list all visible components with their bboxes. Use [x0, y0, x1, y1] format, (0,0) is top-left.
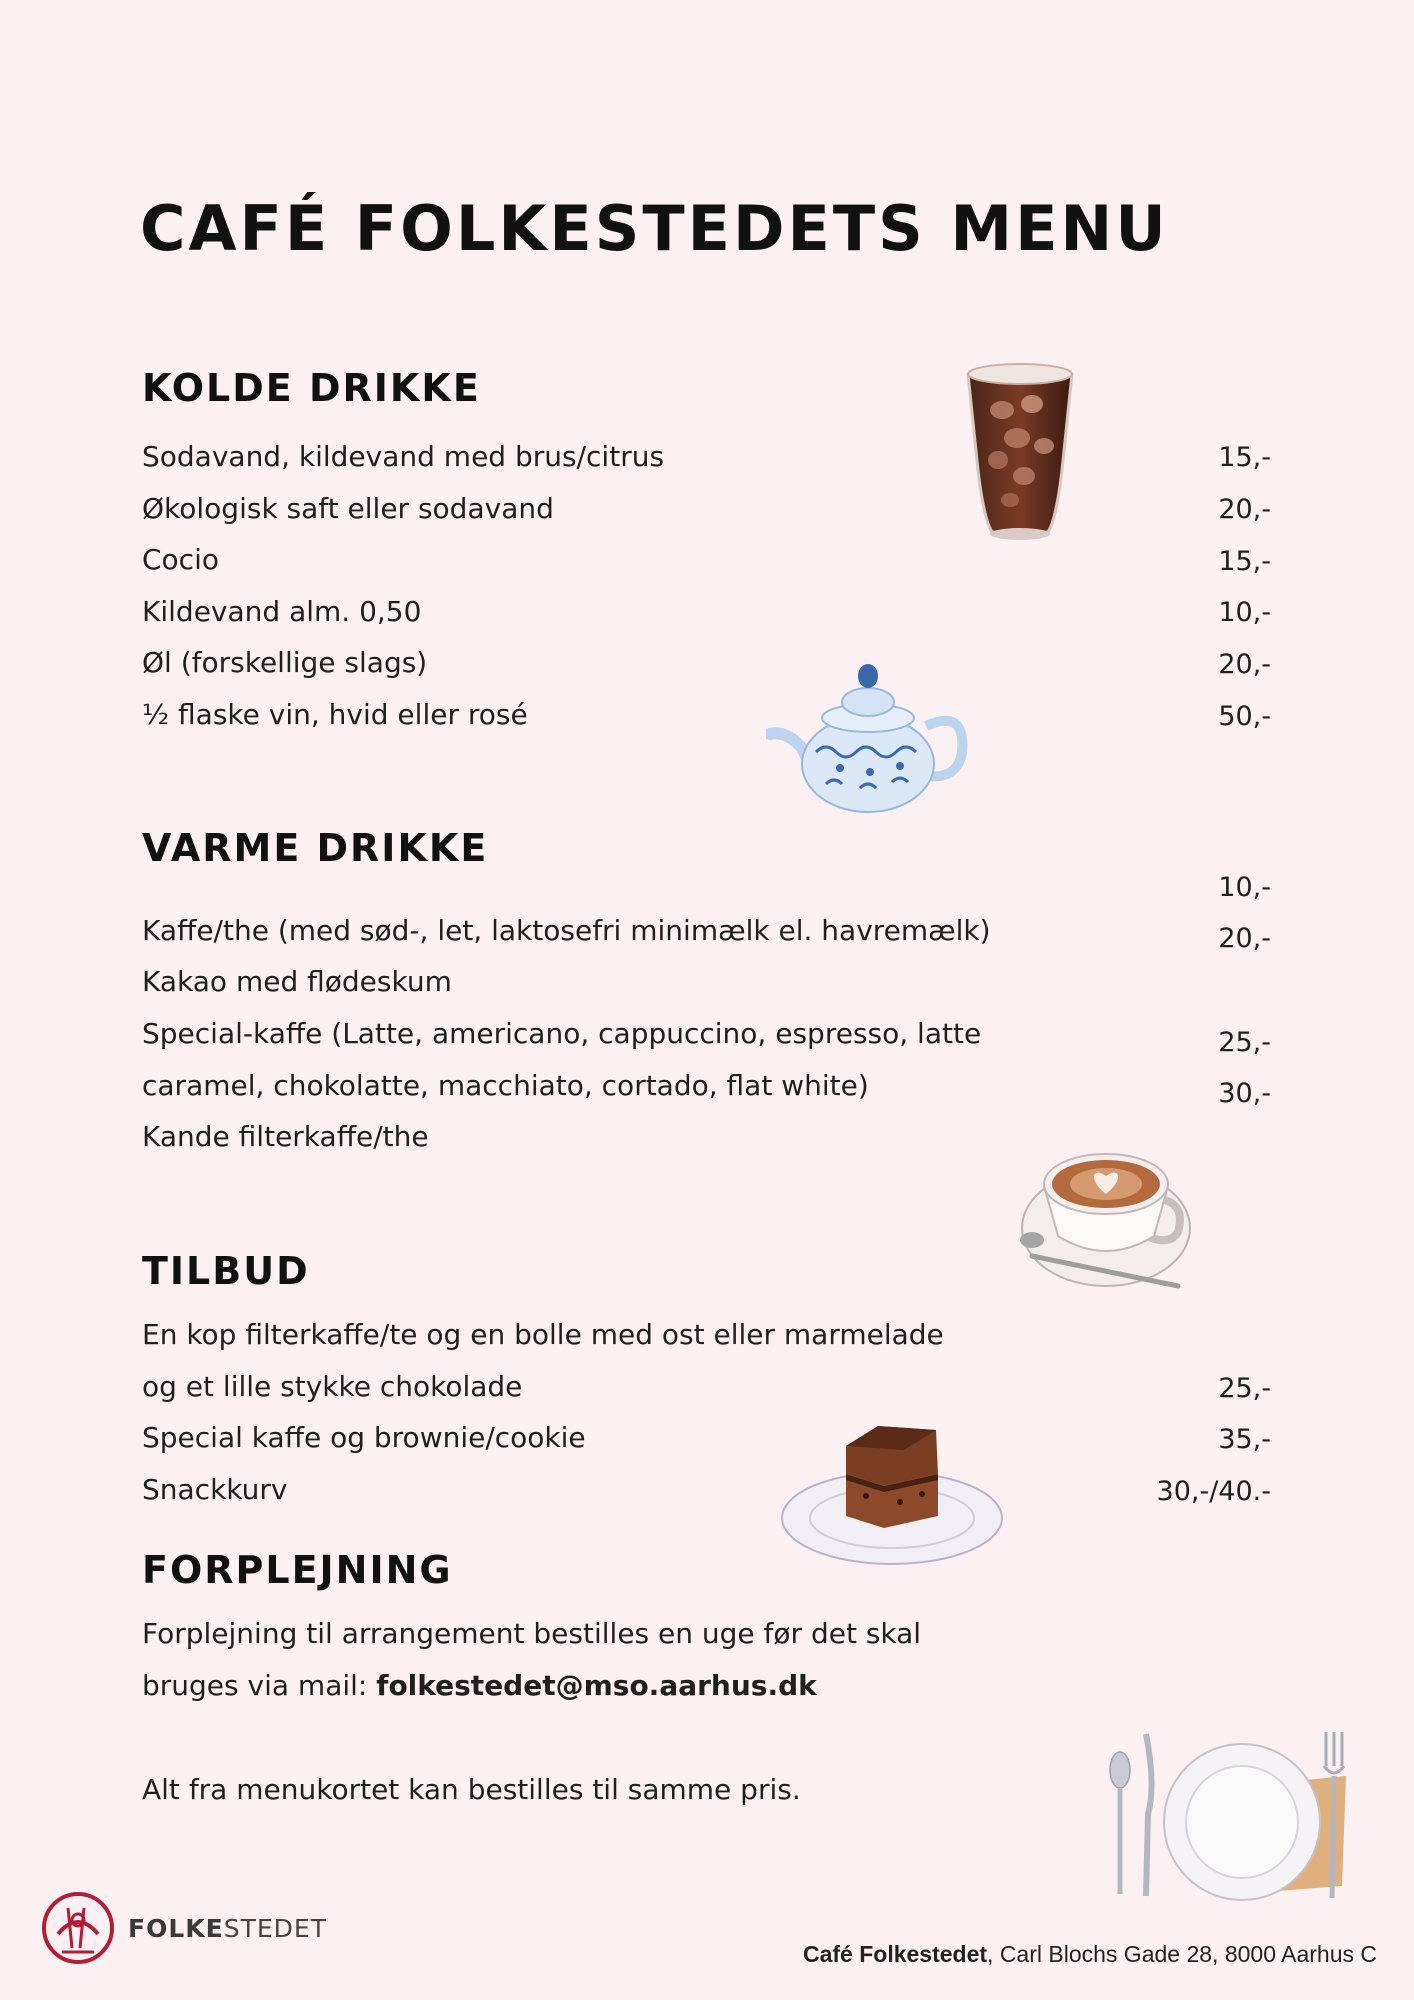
menu-item-name: Kaffe/the (med sød-, let, laktosefri minimælk el. havremælk) — [142, 914, 991, 947]
menu-item-name: Kakao med flødeskum — [142, 965, 452, 998]
logo-wordmark — [128, 1914, 327, 1943]
menu-item-price: 20,- — [1218, 649, 1271, 680]
cafe-name: Café Folkestedet — [802, 1941, 988, 1967]
menu-item-name: En kop filterkaffe/te og en bolle med ost eller marmelade — [142, 1318, 944, 1351]
menu-item-name: caramel, chokolatte, macchiato, cortado, flat white) — [142, 1069, 869, 1102]
menu-item-name: Sodavand, kildevand med brus/citrus — [142, 440, 665, 473]
menu-item-price: 25,- — [1218, 1373, 1271, 1404]
menu-item-price: 50,- — [1218, 701, 1271, 732]
section-heading-kolde: KOLDE DRIKKE — [142, 366, 481, 410]
footer-address — [803, 1941, 1377, 1968]
menu-item-name: Snackkurv — [142, 1473, 288, 1506]
brownie-icon — [780, 1416, 1006, 1568]
page-title: CAFÉ FOLKESTEDETS MENU — [140, 192, 1169, 265]
iced-drink-icon — [962, 360, 1078, 542]
menu-item-price: 15,- — [1218, 546, 1271, 577]
section-heading-forplejning: FORPLEJNING — [142, 1548, 453, 1592]
menu-item-name: Kildevand alm. 0,50 — [142, 595, 422, 628]
menu-item-price: 20,- — [1218, 494, 1271, 525]
address-text: , Carl Blochs Gade 28, 8000 Aarhus C — [987, 1941, 1377, 1967]
menu-item-price: 20,- — [1218, 923, 1271, 954]
forplejning-text: bruges via mail: — [142, 1669, 377, 1702]
place-setting-icon — [1106, 1726, 1352, 1902]
menu-item-name: Special-kaffe (Latte, americano, cappuccino, espresso, latte — [142, 1017, 982, 1050]
logo-text-bold: FOLKE — [128, 1913, 224, 1943]
menu-item-name: Øl (forskellige slags) — [142, 646, 428, 679]
menu-item-name: og et lille stykke chokolade — [142, 1370, 523, 1403]
cappuccino-icon — [1018, 1136, 1198, 1296]
menu-item-price: 25,- — [1218, 1027, 1271, 1058]
forplejning-text: Forplejning til arrangement bestilles en uge før det skal — [142, 1617, 922, 1650]
menu-item-name: Kande filterkaffe/the — [142, 1120, 429, 1153]
menu-item-price: 15,- — [1218, 442, 1271, 473]
logo-text-rest: STEDET — [223, 1913, 327, 1943]
folkestedet-logo-icon — [38, 1888, 118, 1968]
menu-item-price: 30,- — [1218, 1078, 1271, 1109]
menu-item-name: Special kaffe og brownie/cookie — [142, 1421, 586, 1454]
forplejning-note: Alt fra menukortet kan bestilles til samme pris. — [142, 1773, 801, 1806]
section-heading-varme: VARME DRIKKE — [142, 826, 489, 870]
menu-item-name: ½ flaske vin, hvid eller rosé — [142, 698, 528, 731]
folkestedet-logo — [38, 1888, 327, 1968]
section-heading-tilbud: TILBUD — [142, 1249, 310, 1293]
menu-item-price: 10,- — [1218, 872, 1271, 903]
forplejning-email-line — [142, 1669, 817, 1703]
menu-item-name: Økologisk saft eller sodavand — [142, 492, 554, 525]
teapot-icon — [766, 656, 974, 816]
menu-item-price: 30,-/40.- — [1156, 1476, 1271, 1507]
menu-item-name: Cocio — [142, 543, 219, 576]
menu-item-price: 10,- — [1218, 597, 1271, 628]
email-link[interactable]: folkestedet@mso.aarhus.dk — [376, 1669, 817, 1702]
menu-item-price: 35,- — [1218, 1424, 1271, 1455]
